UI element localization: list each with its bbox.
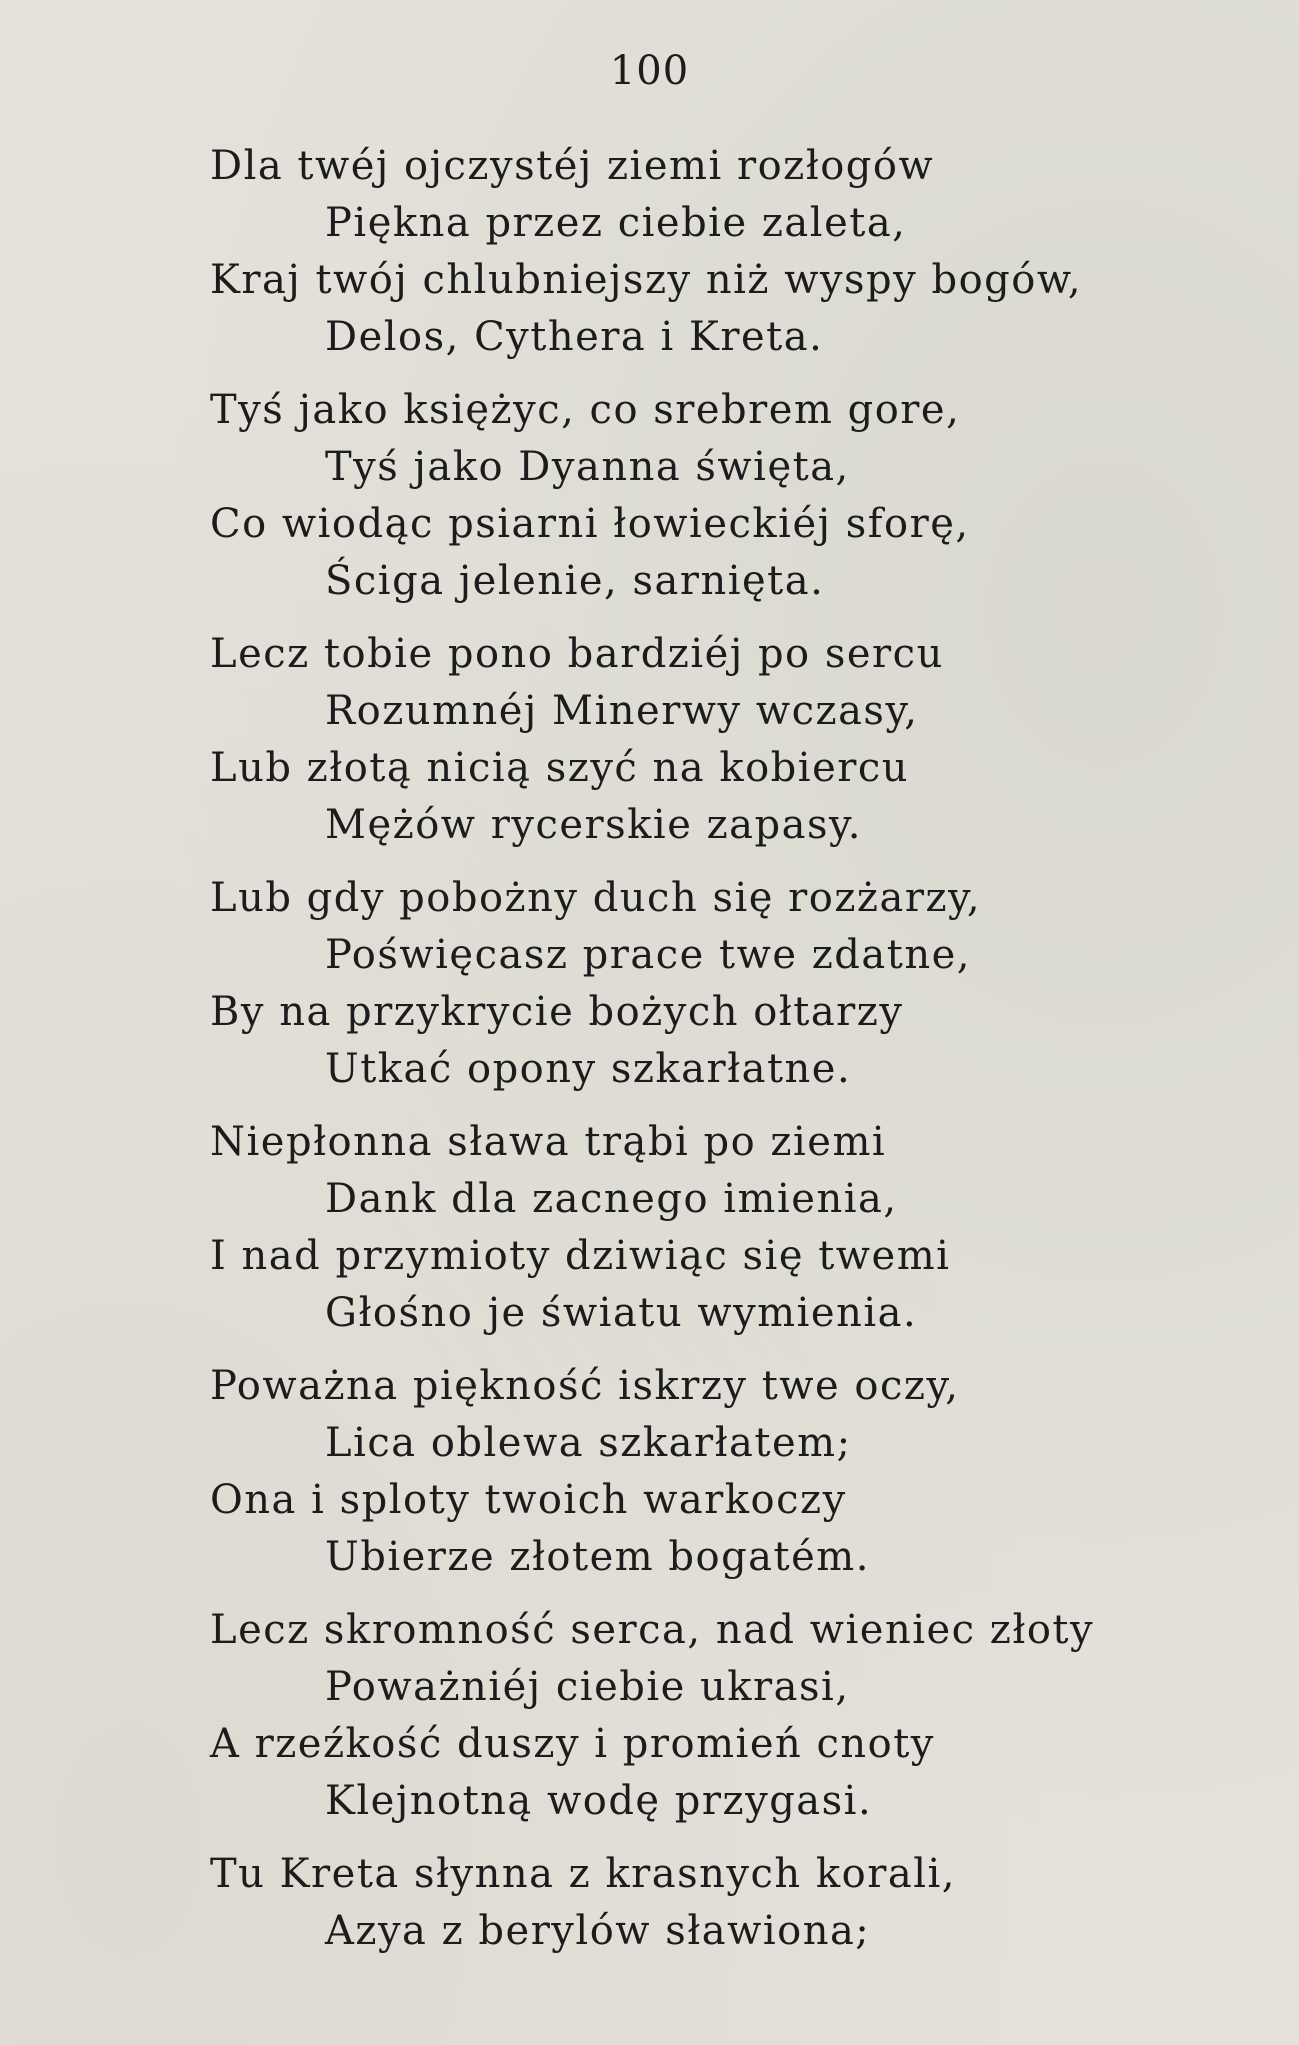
stanza [210,626,1270,854]
poem-line: Tu Kreta słynna z krasnych korali, [210,1851,956,1897]
poem-line: Poważniéj ciebie ukrasi, [325,1664,850,1710]
poem-line: By na przykrycie bożych ołtarzy [210,989,904,1035]
poem [210,138,1270,1976]
poem-line: Mężów rycerskie zapasy. [325,802,862,848]
poem-line: Kraj twój chlubniejszy niż wyspy bogów, [210,257,1083,303]
poem-line: A rzeźkość duszy i promień cnoty [210,1721,935,1767]
poem-line: Azya z berylów sławiona; [325,1908,871,1954]
stanza [210,382,1270,610]
poem-line: Co wiodąc psiarni łowieckiéj sforę, [210,501,970,547]
poem-line: Poważna piękność iskrzy twe oczy, [210,1363,960,1409]
poem-line: I nad przymioty dziwiąc się twemi [210,1233,951,1279]
poem-line: Delos, Cythera i Kreta. [325,314,824,360]
stanza [210,1114,1270,1342]
poem-line: Ubierze złotem bogatém. [325,1534,870,1580]
stanza [210,1602,1270,1830]
poem-line: Lecz skromność serca, nad wieniec złoty [210,1607,1095,1653]
stanza [210,1358,1270,1586]
poem-line: Tyś jako księżyc, co srebrem gore, [210,387,961,433]
poem-line: Poświęcasz prace twe zdatne, [325,932,971,978]
poem-line: Lub złotą nicią szyć na kobiercu [210,745,910,791]
poem-line: Lub gdy pobożny duch się rozżarzy, [210,875,982,921]
poem-line: Piękna przez ciebie zaleta, [325,200,907,246]
stanza [210,1846,1270,1960]
poem-line: Klejnotną wodę przygasi. [325,1778,873,1824]
poem-line: Niepłonna sława trąbi po ziemi [210,1119,887,1165]
poem-line: Ściga jelenie, sarnięta. [325,558,825,604]
poem-line: Dla twéj ojczystéj ziemi rozłogów [210,143,935,189]
stanza [210,138,1270,366]
poem-line: Utkać opony szkarłatne. [325,1046,852,1092]
poem-line: Dank dla zacnego imienia, [325,1176,898,1222]
poem-line: Lica oblewa szkarłatem; [325,1420,852,1466]
poem-line: Ona i sploty twoich warkoczy [210,1477,847,1523]
poem-line: Głośno je światu wymienia. [325,1290,918,1336]
poem-line: Tyś jako Dyanna święta, [325,444,850,490]
page-number: 100 [609,48,690,94]
stanza [210,870,1270,1098]
poem-line: Rozumnéj Minerwy wczasy, [325,688,919,734]
poem-line: Lecz tobie pono bardziéj po sercu [210,631,944,677]
